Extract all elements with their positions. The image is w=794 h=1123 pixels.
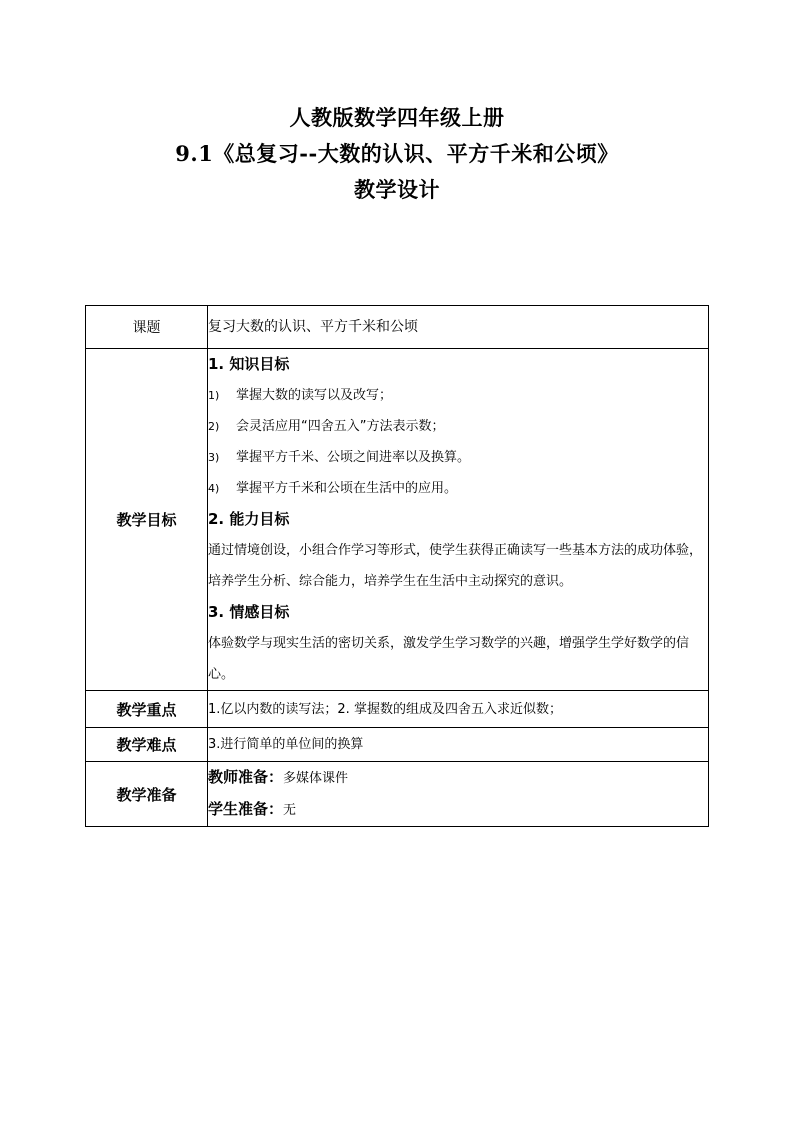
preparation-label: 教学准备: [86, 762, 208, 827]
document-title: [0, 100, 794, 208]
preparation-row: [86, 762, 709, 827]
emotion-goal-text: 体验数学与现实生活的密切关系，激发学生学习数学的兴趣，增强学生学好数学的信心。: [208, 636, 690, 682]
knowledge-item-number: 1): [208, 389, 220, 402]
emotion-goal-heading: 3. 情感目标: [208, 603, 290, 621]
ability-goal-heading: 2. 能力目标: [208, 510, 290, 528]
objectives-label: 教学目标: [86, 349, 208, 691]
lesson-plan-table: [85, 305, 709, 827]
knowledge-item-text: 会灵活应用“四舍五入”方法表示数；: [236, 419, 445, 434]
ability-goal-text: 通过情境创设，小组合作学习等形式，使学生获得正确读写一些基本方法的成功体验，培养学生分析、综合能力，培养学生在生活中主动探究的意识。: [208, 543, 703, 589]
difficulties-label: 教学难点: [86, 728, 208, 762]
difficulties-row: [86, 728, 709, 762]
objectives-content: [208, 349, 709, 691]
key-points-label: 教学重点: [86, 691, 208, 728]
knowledge-item-text: 掌握平方千米和公顷在生活中的应用。: [236, 481, 458, 496]
key-points-row: [86, 691, 709, 728]
title-line-1: 人教版数学四年级上册: [289, 105, 505, 130]
student-preparation-value: 无: [283, 803, 297, 818]
objectives-row: [86, 349, 709, 691]
difficulties-value: 3.进行简单的单位间的换算: [208, 728, 709, 762]
teacher-preparation-label: 教师准备：: [208, 768, 284, 786]
teacher-preparation: [208, 762, 708, 794]
topic-label: 课题: [86, 306, 208, 349]
title-line-3: 教学设计: [354, 177, 440, 202]
knowledge-item-number: 4): [208, 482, 220, 495]
title-line-2: 9.1《总复习--大数的认识、平方千米和公顷》: [175, 141, 619, 166]
topic-row: [86, 306, 709, 349]
knowledge-item-text: 掌握大数的读写以及改写；: [236, 388, 393, 403]
preparation-content: [208, 762, 709, 827]
knowledge-item: [208, 442, 708, 473]
knowledge-item: [208, 380, 708, 411]
teacher-preparation-value: 多媒体课件: [283, 771, 349, 786]
knowledge-item-number: 3): [208, 451, 220, 464]
knowledge-item: [208, 473, 708, 504]
topic-value: 复习大数的认识、平方千米和公顷: [208, 306, 709, 349]
knowledge-item-number: 2): [208, 420, 220, 433]
knowledge-item: [208, 411, 708, 442]
student-preparation-label: 学生准备：: [208, 800, 284, 818]
knowledge-goal-heading: 1. 知识目标: [208, 355, 290, 373]
knowledge-item-text: 掌握平方千米、公顷之间进率以及换算。: [236, 450, 471, 465]
student-preparation: [208, 794, 708, 826]
key-points-value: 1.亿以内数的读写法；2. 掌握数的组成及四舍五入求近似数；: [208, 691, 709, 728]
